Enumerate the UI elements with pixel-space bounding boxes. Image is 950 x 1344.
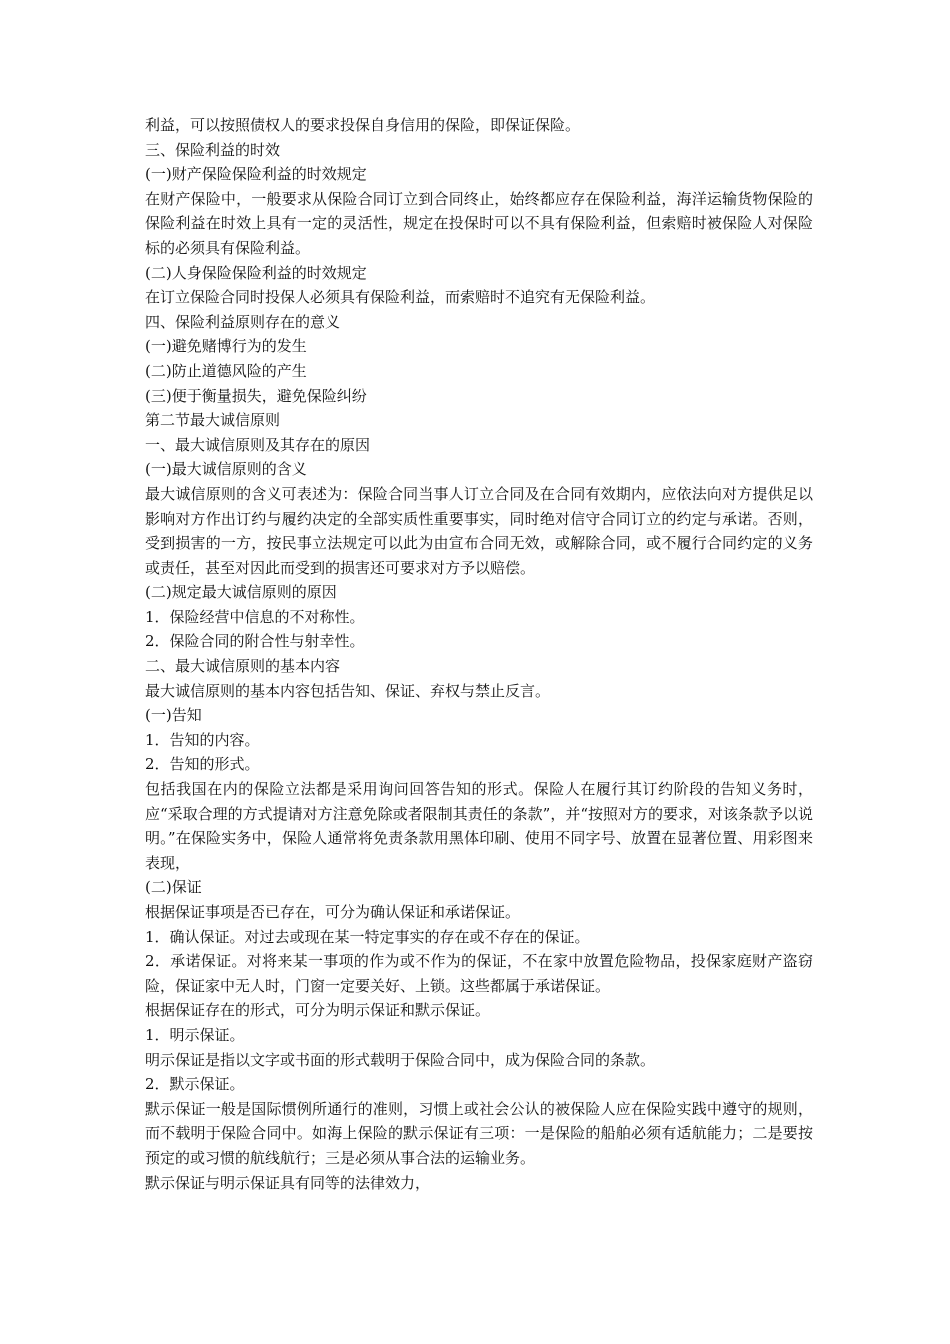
text-line: 明示保证是指以文字或书面的形式载明于保险合同中，成为保险合同的条款。 xyxy=(145,1050,656,1069)
paragraph: 2．承诺保证。对将来某一事项的作为或不作为的保证，不在家中放置危险物品，投保家庭财产盗窃险，保证家中无人时，门窗一定要关好、上锁。这些都属于承诺保证。 xyxy=(145,952,813,995)
subsection-heading: (二)人身保险保险利益的时效规定 xyxy=(145,263,367,282)
subsection-heading: (一)告知 xyxy=(145,706,202,725)
list-item: (二)防止道德风险的产生 xyxy=(145,361,307,380)
chapter-heading: 第二节最大诚信原则 xyxy=(145,411,281,430)
text-line: 最大诚信原则的基本内容包括告知、保证、弃权与禁止反言。 xyxy=(145,681,551,700)
text-line: 利益，可以按照债权人的要求投保自身信用的保险，即保证保险。 xyxy=(145,116,581,134)
list-item: 2．默示保证。 xyxy=(145,1075,245,1094)
subsection-heading: (一)最大诚信原则的含义 xyxy=(145,460,307,479)
list-item: 2．保险合同的附合性与射幸性。 xyxy=(145,632,365,651)
subsection-heading: (一)财产保险保险利益的时效规定 xyxy=(145,165,367,184)
section-heading: 一、最大诚信原则及其存在的原因 xyxy=(145,435,371,454)
section-heading: 三、保险利益的时效 xyxy=(145,140,281,159)
text-line: 根据保证事项是否已存在，可分为确认保证和承诺保证。 xyxy=(145,903,521,921)
list-item: (三)便于衡量损失，避免保险纠纷 xyxy=(145,386,367,405)
section-heading: 四、保险利益原则存在的意义 xyxy=(145,312,341,331)
list-item: 1．告知的内容。 xyxy=(145,730,260,749)
list-item: 1．明示保证。 xyxy=(145,1025,245,1044)
paragraph: 包括我国在内的保险立法都是采用询问回答告知的形式。保险人在履行其订约阶段的告知义务时，应“采取合理的方式提请对方注意免除或者限制其责任的条款”，并“按照对方的要求，对该条款予以说明。”在保险实务中，保险人通常将免责条款用黑体印刷、使用不同字号、放置在显著位置、用彩图来表现， xyxy=(145,780,814,872)
text-line: 在订立保险合同时投保人必须具有保险利益，而索赔时不追究有无保险利益。 xyxy=(145,288,656,307)
text-line: 根据保证存在的形式，可分为明示保证和默示保证。 xyxy=(145,1001,491,1020)
list-item: 2．告知的形式。 xyxy=(145,755,260,774)
text-line: 默示保证与明示保证具有同等的法律效力， xyxy=(145,1173,431,1192)
section-heading: 二、最大诚信原则的基本内容 xyxy=(145,657,341,676)
paragraph: 默示保证一般是国际惯例所通行的准则，习惯上或社会公认的被保险人应在保险实践中遵守的规则，而不载明于保险合同中。如海上保险的默示保证有三项：一是保险的船舶必须有适航能力；二是要按预定的或习惯的航线航行；三是必须从事合法的运输业务。 xyxy=(145,1099,813,1167)
list-item: (一)避免赌博行为的发生 xyxy=(145,337,307,356)
list-item: 1．保险经营中信息的不对称性。 xyxy=(145,607,365,626)
subsection-heading: (二)规定最大诚信原则的原因 xyxy=(145,583,337,602)
document-body xyxy=(145,113,813,1195)
list-item: 1．确认保证。对过去或现在某一特定事实的存在或不存在的保证。 xyxy=(145,927,590,946)
subsection-heading: (二)保证 xyxy=(145,878,202,897)
paragraph: 最大诚信原则的含义可表述为：保险合同当事人订立合同及在合同有效期内，应依法向对方提供足以影响对方作出订约与履约决定的全部实质性重要事实，同时绝对信守合同订立的约定与承诺。否则，受到损害的一方，按民事立法规定可以此为由宣布合同无效，或解除合同，或不履行合同约定的义务或责任，甚至对因此而受到的损害还可要求对方予以赔偿。 xyxy=(145,484,813,577)
paragraph: 在财产保险中，一般要求从保险合同订立到合同终止，始终都应存在保险利益，海洋运输货物保险的保险利益在时效上具有一定的灵活性，规定在投保时可以不具有保险利益，但索赔时被保险人对保险标的必须具有保险利益。 xyxy=(145,189,813,257)
